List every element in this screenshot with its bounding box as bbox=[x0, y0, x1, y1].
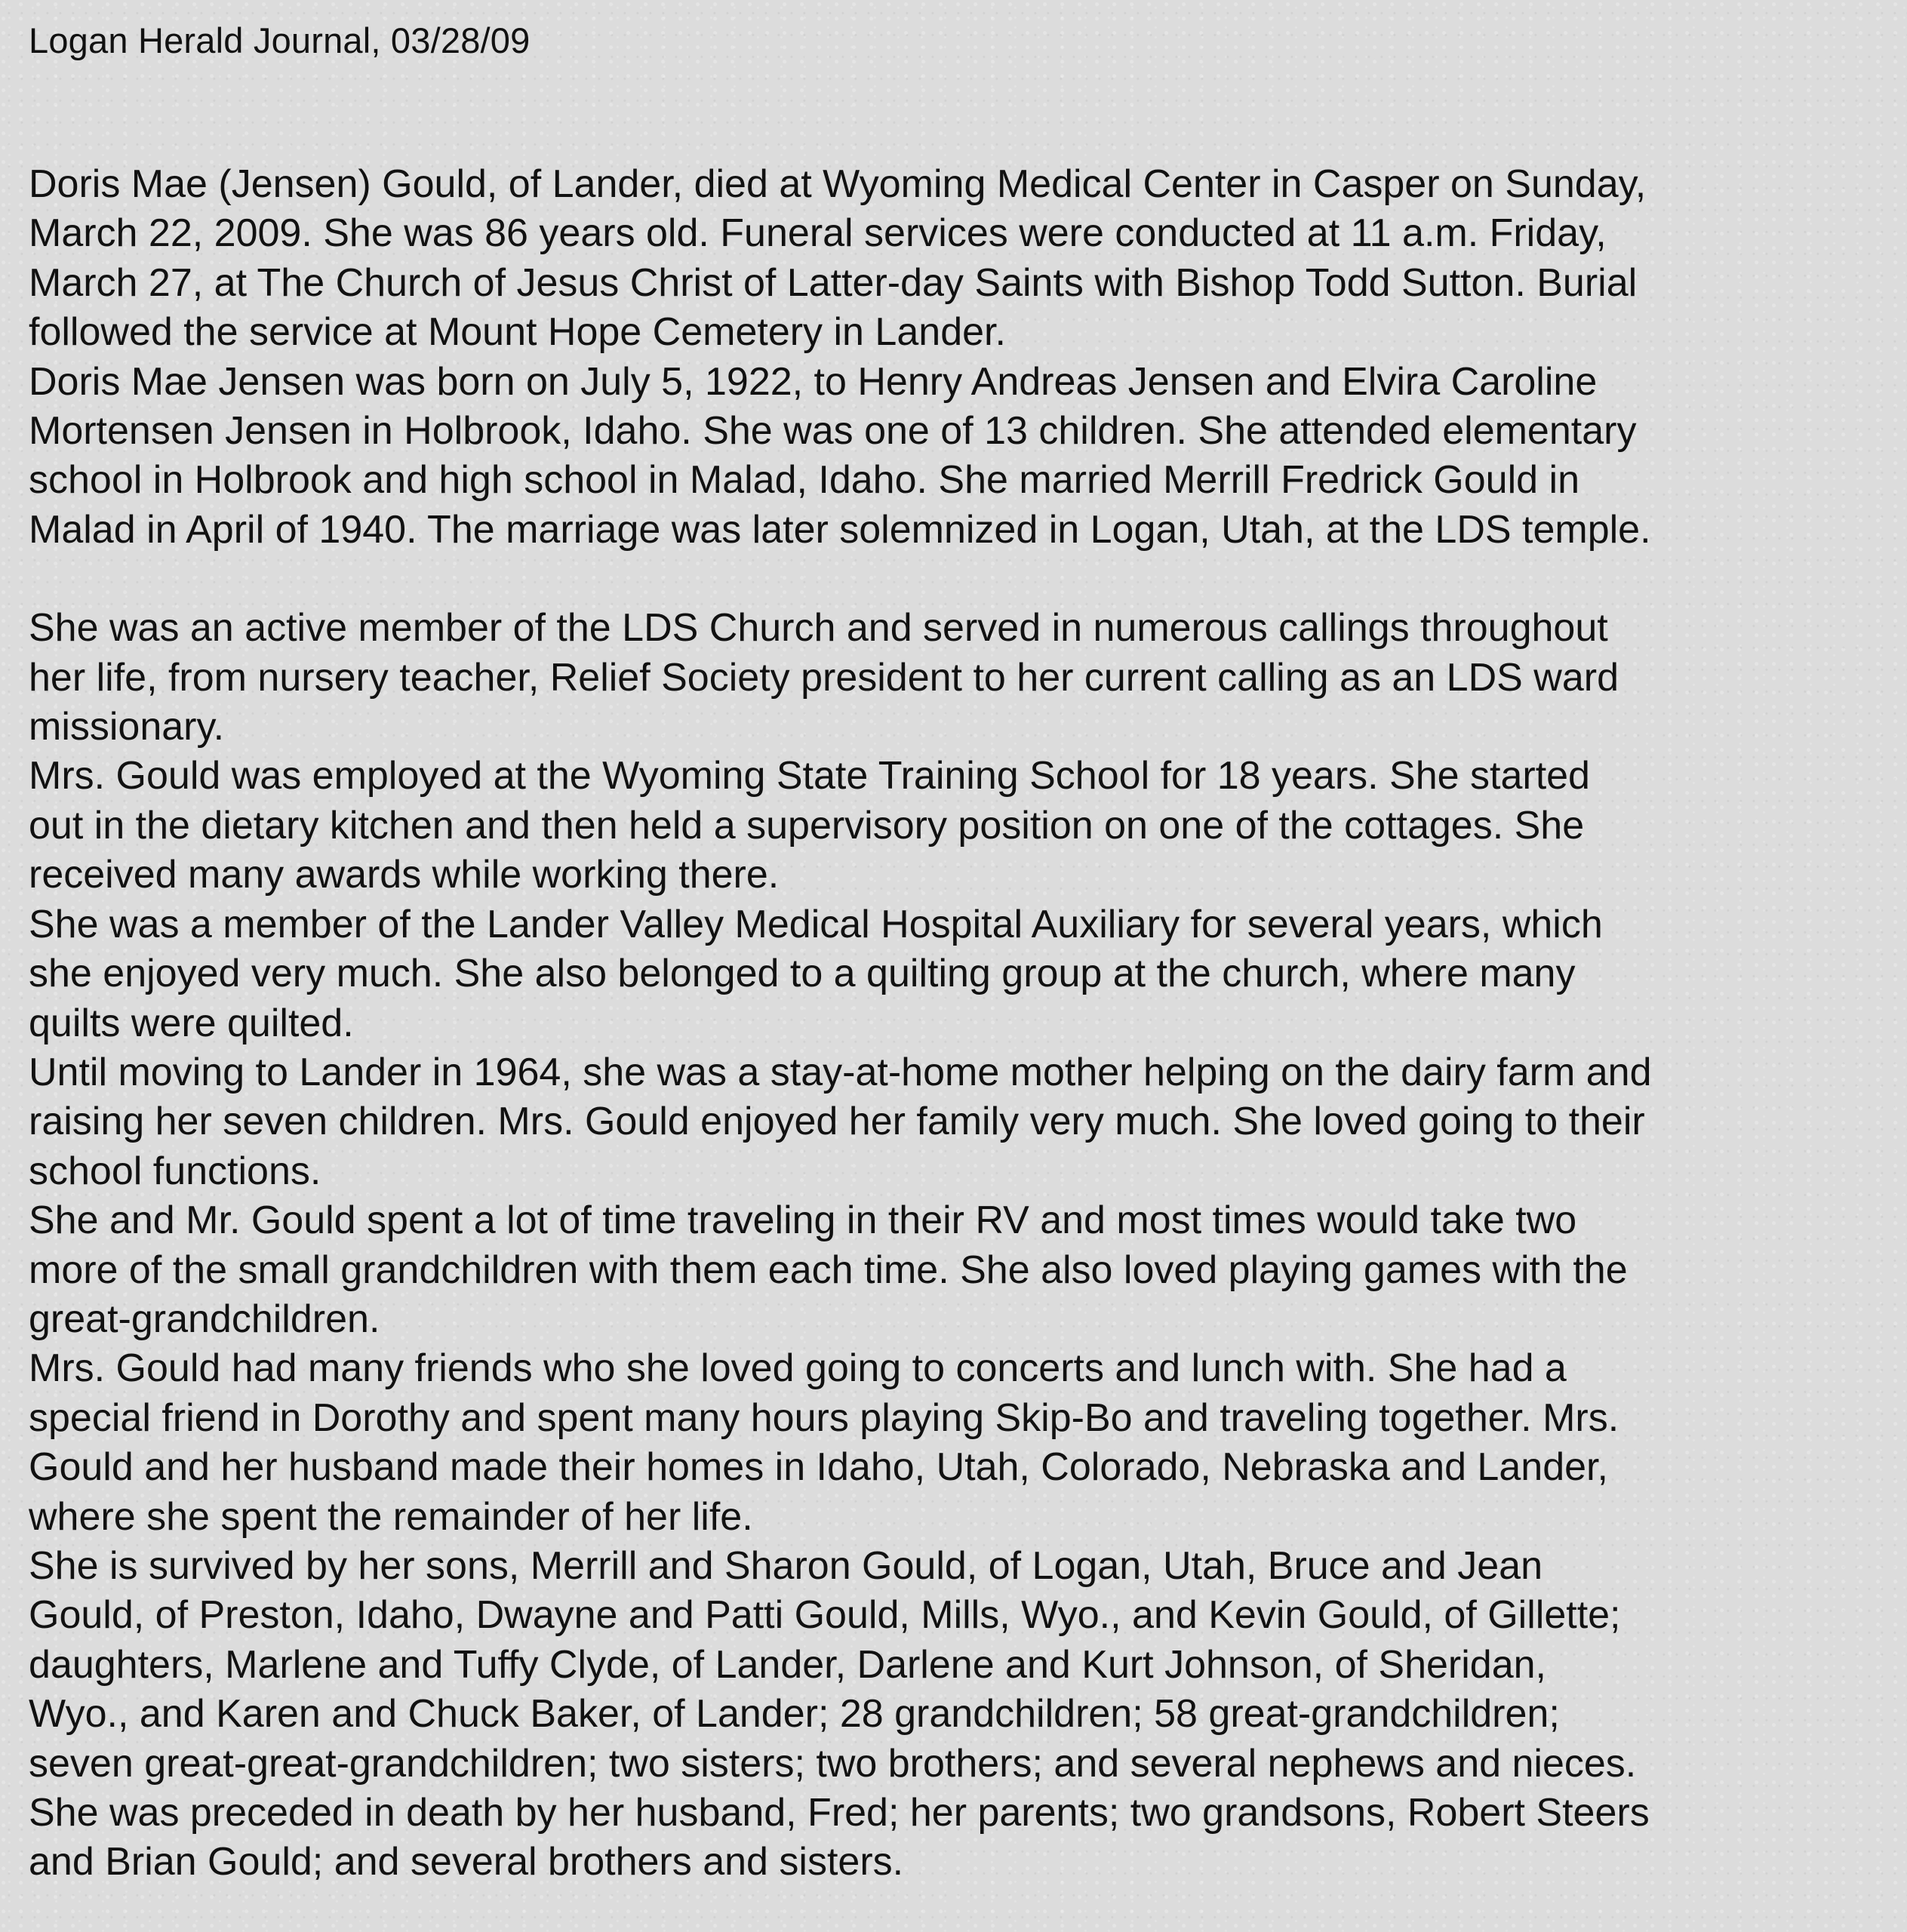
text-line: more of the small grandchildren with them each time. She also loved playing games with the bbox=[29, 1247, 1628, 1292]
text-line: special friend in Dorothy and spent many hours playing Skip-Bo and traveling together. Mrs. bbox=[29, 1395, 1619, 1440]
text-line: daughters, Marlene and Tuffy Clyde, of Lander, Darlene and Kurt Johnson, of Sheridan, bbox=[29, 1642, 1546, 1687]
paragraph-preceded bbox=[29, 1789, 1893, 1887]
text-line: followed the service at Mount Hope Cemetery in Lander. bbox=[29, 310, 1006, 355]
paragraph-employment bbox=[29, 752, 1893, 900]
paragraph-survivors bbox=[29, 1542, 1893, 1789]
text-line: Doris Mae Jensen was born on July 5, 1922, to Henry Andreas Jensen and Elvira Caroline bbox=[29, 359, 1598, 404]
text-line: Malad in April of 1940. The marriage was later solemnized in Logan, Utah, at the LDS temple. bbox=[29, 507, 1651, 552]
paragraph-birth bbox=[29, 358, 1893, 555]
text-line: out in the dietary kitchen and then held a supervisory position on one of the cottages. She bbox=[29, 803, 1585, 848]
paragraph-travel bbox=[29, 1196, 1893, 1344]
text-line: Doris Mae (Jensen) Gould, of Lander, died at Wyoming Medical Center in Casper on Sunday, bbox=[29, 162, 1647, 206]
text-line: school functions. bbox=[29, 1149, 321, 1193]
text-line: Until moving to Lander in 1964, she was a stay-at-home mother helping on the dairy farm and bbox=[29, 1050, 1652, 1094]
text-line: She and Mr. Gould spent a lot of time traveling in their RV and most times would take two bbox=[29, 1198, 1577, 1243]
text-line: great-grandchildren. bbox=[29, 1297, 380, 1341]
text-line: received many awards while working there. bbox=[29, 853, 780, 897]
text-line: March 22, 2009. She was 86 years old. Funeral services were conducted at 11 a.m. Friday, bbox=[29, 211, 1607, 256]
text-line: she enjoyed very much. She also belonged to a quilting group at the church, where many bbox=[29, 952, 1576, 996]
text-line: school in Holbrook and high school in Malad, Idaho. She married Merrill Fredrick Gould in bbox=[29, 458, 1579, 503]
paragraph-death-notice bbox=[29, 160, 1893, 358]
text-line: missionary. bbox=[29, 705, 225, 749]
text-line: Gould, of Preston, Idaho, Dwayne and Patti Gould, Mills, Wyo., and Kevin Gould, of Gillette; bbox=[29, 1593, 1621, 1638]
paragraph-auxiliary bbox=[29, 900, 1893, 1048]
text-line: Gould and her husband made their homes in Idaho, Utah, Colorado, Nebraska and Lander, bbox=[29, 1445, 1608, 1490]
text-line: Mrs. Gould was employed at the Wyoming State Training School for 18 years. She started bbox=[29, 754, 1590, 798]
text-line: quilts were quilted. bbox=[29, 1001, 354, 1045]
text-line: She was a member of the Lander Valley Medical Hospital Auxiliary for several years, which bbox=[29, 902, 1603, 946]
source-header: Logan Herald Journal, 03/28/09 bbox=[29, 20, 531, 60]
paragraph-church bbox=[29, 604, 1893, 752]
text-line: her life, from nursery teacher, Relief Society president to her current calling as an LDS ward bbox=[29, 655, 1619, 700]
text-line: She is survived by her sons, Merrill and Sharon Gould, of Logan, Utah, Bruce and Jean bbox=[29, 1543, 1543, 1588]
paragraph-friends bbox=[29, 1344, 1893, 1542]
text-line: seven great-great-grandchildren; two sisters; two brothers; and several nephews and nieces. bbox=[29, 1741, 1637, 1786]
text-line: and Brian Gould; and several brothers and sisters. bbox=[29, 1840, 904, 1884]
text-line: Mrs. Gould had many friends who she loved going to concerts and lunch with. She had a bbox=[29, 1346, 1567, 1391]
text-line: Mortensen Jensen in Holbrook, Idaho. She was one of 13 children. She attended elementary bbox=[29, 409, 1637, 454]
obituary-article bbox=[29, 160, 1893, 1887]
text-line: raising her seven children. Mrs. Gould enjoyed her family very much. She loved going to their bbox=[29, 1100, 1645, 1144]
text-line: She was preceded in death by her husband, Fred; her parents; two grandsons, Robert Steers bbox=[29, 1791, 1650, 1835]
text-line: Wyo., and Karen and Chuck Baker, of Lander; 28 grandchildren; 58 great-grandchildren; bbox=[29, 1692, 1560, 1737]
text-line: March 27, at The Church of Jesus Christ of Latter-day Saints with Bishop Todd Sutton. Burial bbox=[29, 260, 1638, 305]
text-line: She was an active member of the LDS Church and served in numerous callings throughout bbox=[29, 606, 1608, 651]
text-line: where she spent the remainder of her life. bbox=[29, 1494, 753, 1539]
paragraph-family bbox=[29, 1048, 1893, 1196]
